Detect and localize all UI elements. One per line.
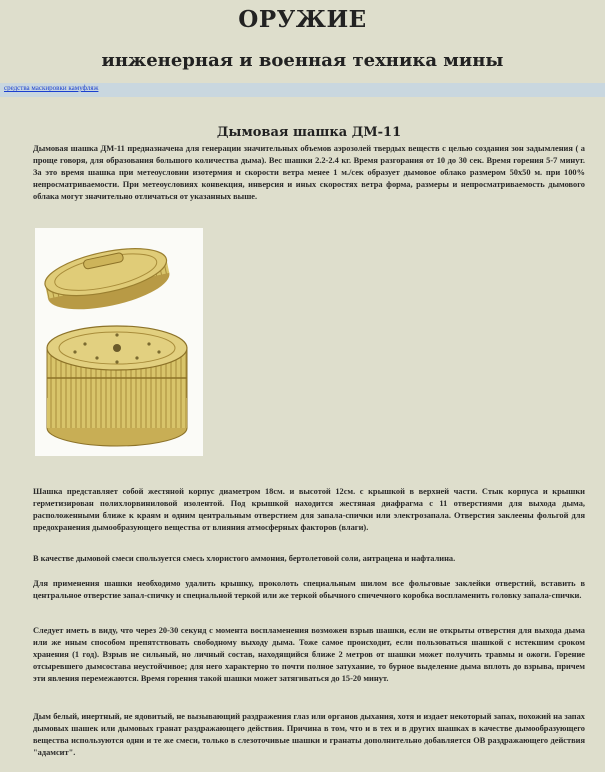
article-paragraph: Шашка представляет собой жестяной корпус диаметром 18см. и высотой 12см. с крышкой в верхней части. Стык корпуса и крышки герметизирован полихлорвиниловой изолентой. Под крышкой находится жестяная диафрагма с 11 отверстиями для выхода дыма, расположенными ближе к краям и одним центральным отверстием для запала-спички или электрозапала. Отверстия заклеены фольгой для предохранения дымообразующего вещества от влияния атмосферных факторов (влаги). (33, 487, 585, 532)
smoke-canister-illustration (35, 228, 203, 456)
article-paragraph: В качестве дымовой смеси спользуется смесь хлористого аммония, бертолетовой соли, антрацена и нафталина. (33, 554, 456, 563)
article-title: Дымовая шашка ДМ-11 (216, 125, 402, 140)
article-paragraph: Дым белый, инертный, не ядовитый, не вызывающий раздражения глаз или органов дыхания, хотя и издает некоторый запах, похожий на запах дымовых шашек или дымовых гранат раздражающего действия. Причина в том, что и в тех и в других шашках в качестве дымообразующего вещества используются одни и те же смеси, только в слезоточивые шашки и гранаты дополнительно добавляется ОВ раздражающего действия "адамсит". (33, 712, 585, 757)
page-subtitle: инженерная и военная техника мины (101, 50, 504, 71)
page-title: ОРУЖИЕ (238, 6, 367, 33)
article-paragraph: Для применения шашки необходимо удалить крышку, проколоть специальным шилом все фольговые заклейки отверстий, вставить в центральное отверстие запал-спичку и специальной теркой или же теркой обычного спичечного коробка воспламенить головку запала-спички. (33, 579, 585, 600)
canister-body-shape (47, 326, 187, 446)
lid-shape (41, 240, 174, 319)
smoke-canister-image (35, 228, 203, 456)
article-paragraph: Следует иметь в виду, что через 20-30 секунд с момента воспламенения возможен взрыв шашки, если не открыты отверстия для выхода дыма или же иным способом препятствовать свободному выходу дыма. Тоже самое происходит, если пользоваться шашкой с истекшим сроком хранения (1 год). Взрыв не сильный, но личный состав, находящийся ближе 2 метров от шашки может получить травмы и ожоги. Горение отсыревшего дымсостава неустойчивое; для него характерно то почти полное затухание, то бурное выделение дыма вплоть до взрыва, причем эти явления перемежаются. Время горения такой шашки может затягиваться до 15-20 минут. (33, 626, 585, 683)
nav-bar (0, 83, 605, 97)
article-intro: Дымовая шашка ДМ-11 предназначена для генерации значительных объемов аэрозолей твердых веществ с целью создания зон задымления ( а проще говоря, для образования большого количества дыма). Вес шашки 2.2-2.4 кг. Время разгорания от 10 до 30 сек. Время горения 5-7 минут. За это время шашка при метеоусловии изотермия и скорости ветра менее 1 м./сек образует дымовое облако размером 50х50 м. при 100% непросматриваемости. При метеоусловиях конвекция, инверсия и иных скоростях ветра форма, размеры и непросматриваемость дымового облака могут значительно отличаться от указанных выше. (33, 144, 585, 201)
nav-link-camouflage[interactable]: средства маскировки камуфляж (4, 84, 99, 92)
